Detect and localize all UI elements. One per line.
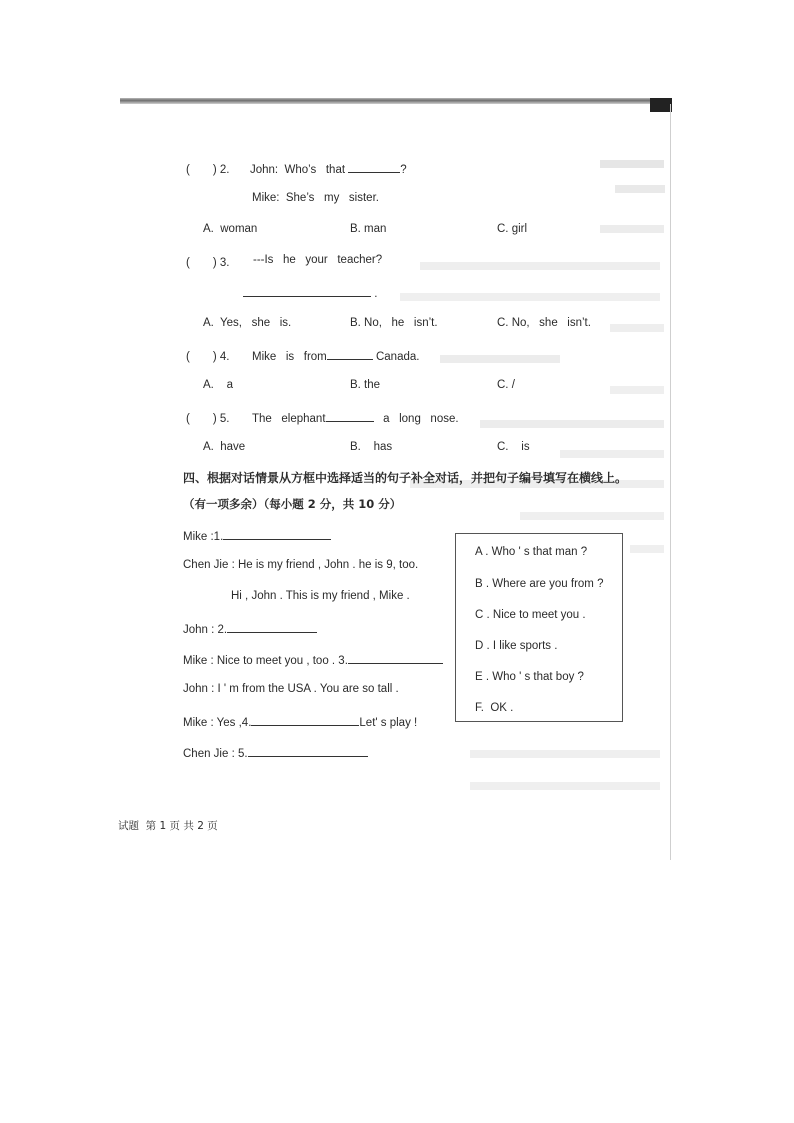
q4-blank[interactable] bbox=[327, 348, 373, 360]
choice-d: D . I like sports . bbox=[475, 640, 558, 652]
q2-option-c[interactable]: C. girl bbox=[497, 223, 528, 235]
q4-option-a[interactable]: A. a bbox=[203, 379, 234, 391]
q5-option-b[interactable]: B. has bbox=[350, 441, 393, 453]
dialogue-text: John : 2. bbox=[183, 624, 228, 636]
q4-option-b[interactable]: B. the bbox=[350, 379, 381, 391]
scan-edge-right bbox=[670, 104, 671, 860]
q3-option-c[interactable]: C. No, she isn’t. bbox=[497, 317, 591, 329]
q2-option-b[interactable]: B. man bbox=[350, 223, 387, 235]
q5-line1b: a long nose. bbox=[383, 413, 459, 425]
q2-text bbox=[250, 161, 407, 176]
dialogue-text: Mike : Nice to meet you , too . 3. bbox=[183, 655, 348, 667]
q3-option-b[interactable]: B. No, he isn’t. bbox=[350, 317, 438, 329]
dialogue-blank-1[interactable] bbox=[223, 528, 331, 540]
choice-e: E . Who ' s that boy ? bbox=[475, 671, 584, 683]
dialogue-line-6: John : I ' m from the USA . You are so tall . bbox=[183, 683, 399, 695]
dialogue-line-1 bbox=[183, 528, 331, 543]
q5-paren: ( ) 5. bbox=[186, 413, 230, 425]
dialogue-text: Mike :1. bbox=[183, 531, 224, 543]
dialogue-text: Chen Jie : 5. bbox=[183, 748, 248, 760]
q4-line1a: Mike is from bbox=[252, 351, 327, 363]
dialogue-line-4 bbox=[183, 621, 317, 636]
q5-option-c[interactable]: C. is bbox=[497, 441, 530, 453]
q2-blank[interactable] bbox=[348, 161, 400, 173]
q3-dot: . bbox=[374, 288, 378, 300]
choices-box bbox=[455, 533, 623, 722]
choice-b: B . Where are you from ? bbox=[475, 578, 604, 590]
scan-edge-top bbox=[120, 98, 672, 104]
q3-blank[interactable] bbox=[243, 285, 371, 297]
dialogue-blank-2[interactable] bbox=[227, 621, 317, 633]
q4-text bbox=[252, 348, 419, 363]
dialogue-line-3: Hi , John . This is my friend , Mike . bbox=[231, 590, 410, 602]
dialogue-line-5 bbox=[183, 652, 443, 667]
choice-f: F. OK . bbox=[475, 702, 514, 714]
choice-a: A . Who ' s that man ? bbox=[475, 546, 588, 558]
q4-paren: ( ) 4. bbox=[186, 351, 230, 363]
section-4-title: 四、根据对话情景从方框中选择适当的句子补全对话，并把句子编号填写在横线上。 bbox=[183, 471, 628, 485]
q3-line1: ---Is he your teacher? bbox=[253, 254, 383, 266]
dialogue-blank-5[interactable] bbox=[248, 745, 368, 757]
dialogue-line-7 bbox=[183, 714, 417, 729]
q5-line1a: The elephant bbox=[252, 413, 326, 425]
page-footer: 试题 第 1 页 共 2 页 bbox=[118, 820, 218, 832]
dialogue-blank-3[interactable] bbox=[348, 652, 443, 664]
q4-line1b: Canada. bbox=[375, 351, 420, 363]
dialogue-line-8 bbox=[183, 745, 368, 760]
choice-c: C . Nice to meet you . bbox=[475, 609, 586, 621]
q5-blank[interactable] bbox=[326, 410, 374, 422]
q3-paren: ( ) 3. bbox=[186, 257, 230, 269]
q2-paren: ( ) 2. bbox=[186, 164, 230, 176]
q5-text bbox=[252, 410, 459, 425]
dialogue-text: Mike : Yes ,4. bbox=[183, 717, 252, 729]
dialogue-line-2: Chen Jie : He is my friend , John . he is 9, too. bbox=[183, 559, 419, 571]
q5-option-a[interactable]: A. have bbox=[203, 441, 246, 453]
q2-line2: Mike: She’s my sister. bbox=[252, 192, 379, 204]
dialogue-text-tail: Let' s play ! bbox=[359, 717, 418, 729]
q2-option-a[interactable]: A. woman bbox=[203, 223, 258, 235]
q2-question-mark: ? bbox=[400, 164, 407, 176]
q3-answer-line bbox=[243, 285, 377, 300]
scan-corner-mark bbox=[650, 98, 672, 112]
q4-option-c[interactable]: C. / bbox=[497, 379, 515, 391]
q3-option-a[interactable]: A. Yes, she is. bbox=[203, 317, 292, 329]
dialogue-blank-4[interactable] bbox=[251, 714, 359, 726]
section-4-subtitle: （有一项多余）（每小题 2 分，共 10 分） bbox=[183, 497, 402, 511]
q2-line1: John: Who’s that bbox=[250, 164, 346, 176]
